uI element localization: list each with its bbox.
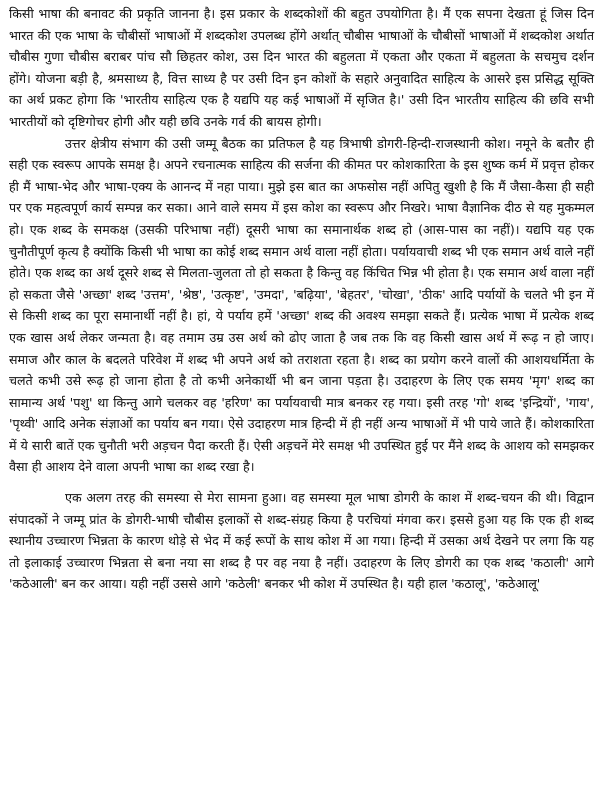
paragraph-2: उत्तर क्षेत्रीय संभाग की उसी जम्मू बैठक का प्रतिफल है यह त्रिभाषी डोगरी-हिन्दी-राजस्थानी कोश। नमूने के बतौर ही सही एक स्वरूप आपके समक्ष है। अपने रचनात्मक साहित्य की सर्जना की कीमत पर कोशकारिता के इस शुष्क कर्म में प्रवृत्त होकर ही मैं भाषा-भेद और भाषा-एक्य के आनन्द में नहा पाया। मुझे इस बात का अफसोस नहीं अपितु खुशी है कि मैं जैसा-कैसा ही सही पर एक महत्वपूर्ण कार्य सम्पन्न कर सका। आने वाले समय में इस कोश का स्वरूप और निखरे। भाषा वैज्ञानिक दीठ से यह मुकम्मल हो। एक शब्द के समकक्ष (उसकी परिभाषा नहीं) दूसरी भाषा का समानार्थक शब्द हो (आस-पास का नहीं)। यद्यपि यह एक चुनौतीपूर्ण कृत्य है क्योंकि किसी भी भाषा का कोई शब्द समान अर्थ वाला नहीं होता। पर्यायवाची शब्द भी एक समान अर्थ वाले नहीं होते। एक शब्द का अर्थ दूसरे शब्द से मिलता-जुलता तो हो सकता है किन्तु वह किंचित भिन्न भी होता है। एक समान अर्थ वाला नहीं हो सकता जैसे 'अच्छा' शब्द 'उत्तम', 'श्रेष्ठ', 'उत्कृष्ट', 'उमदा', 'बढ़िया', 'बेहतर', 'चोखा', 'ठीक' आदि पर्यायों के चलते भी इन में से किसी शब्द का पूरा समानार्थी नहीं है। हां, ये पर्याय हमें 'अच्छा' शब्द की अवश्य समझा सकते हैं। प्रत्येक भाषा में प्रत्येक शब्द एक खास अर्थ लेकर जन्मता है। वह तमाम उम्र उस अर्थ को ढोए जाता है जब तक कि वह किसी खास अर्थ में रूढ़ न हो जाए। समाज और काल के बदलते परिवेश में शब्द भी अपने अर्थ को तराशता रहता है। शब्द का प्रयोग करने वालों की आशयधर्मिता के चलते कभी उसे रूढ़ हो जाना होता है तो कभी अनेकार्थी भी बन जाना पड़ता है। उदाहरण के लिए एक समय 'मृग' शब्द का सामान्य अर्थ 'पशु' था किन्तु आगे चलकर वह 'हरिण' का पर्यायवाची मात्र बनकर रह गया। इसी तरह 'गो' शब्द 'इन्द्रियों', 'गाय', 'पृथ्वी' आदि अनेक संज्ञाओं का पर्याय बन गया। ऐसे उदाहरण मात्र हिन्दी में ही नहीं अन्य भाषाओं में भी पाये जाते हैं। कोशकारिता में ये सारी बातें एक चुनौती भरी अड़चन पैदा करती हैं। ऐसी अड़चनें मेरे समक्ष भी उपस्थित हुई पर मैंने शब्द के आशय को समझकर वैसा ही आशय देने वाला अपनी भाषा का शब्द रखा है। [9, 135, 594, 475]
paragraph-1: किसी भाषा की बनावट की प्रकृति जानना है। इस प्रकार के शब्दकोशों की बहुत उपयोगिता है। मैं एक सपना देखता हूं जिस दिन भारत की एक भाषा के चौबीसों भाषाओं में शब्दकोश उपलब्ध होंगे अर्थात् चौबीस भाषाओं के चौबीसों भाषाओं में शब्दकोश अर्थात चौबीस गुणा चौबीस बराबर पांच सौ छिहतर कोश, उस दिन भारत की बहुलता में एकता और एकता में बहुलता के सचमुच दर्शन होंगे। योजना बड़ी है, श्रमसाध्य है, वित्त साध्य है पर उसी दिन इन कोशों के सहारे अनुवादित साहित्य के आसरे इस प्रसिद्ध सूक्ति का अर्थ प्रकट होगा कि 'भारतीय साहित्य एक है यद्यपि यह कई भाषाओं में सृजित है।' उसी दिन भारतीय साहित्य की छवि सभी भारतीयों को दृष्टिगोचर होगी और यही छवि उनके गर्व की बायस होगी। [9, 6, 594, 129]
paragraph-3: एक अलग तरह की समस्या से मेरा सामना हुआ। वह समस्या मूल भाषा डोगरी के काश में शब्द-चयन की थी। विद्वान संपादकों ने जम्मू प्रांत के डोगरी-भाषी चौबीस इलाकों से शब्द-संग्रह किया है परचियां मंगवा कर। इससे हुआ यह कि एक ही शब्द स्थानीय उच्चारण भिन्नता के कारण थोड़े से भेद में कई रूपों के साथ कोश में आ गया। हिन्दी में उसका अर्थ देखने पर लगा कि यह तो इलाकाई उच्चारण भिन्नता से बना नया सा शब्द है पर वह नया है नहीं। उदाहरण के लिए डोगरी का एक शब्द 'कठाली' आगे 'कठेआली' बन कर आया। यही नहीं उससे आगे 'कठेली' बनकर भी कोश में उपस्थित है। यही हाल 'कठालू', 'कठेआलू' [9, 490, 594, 592]
